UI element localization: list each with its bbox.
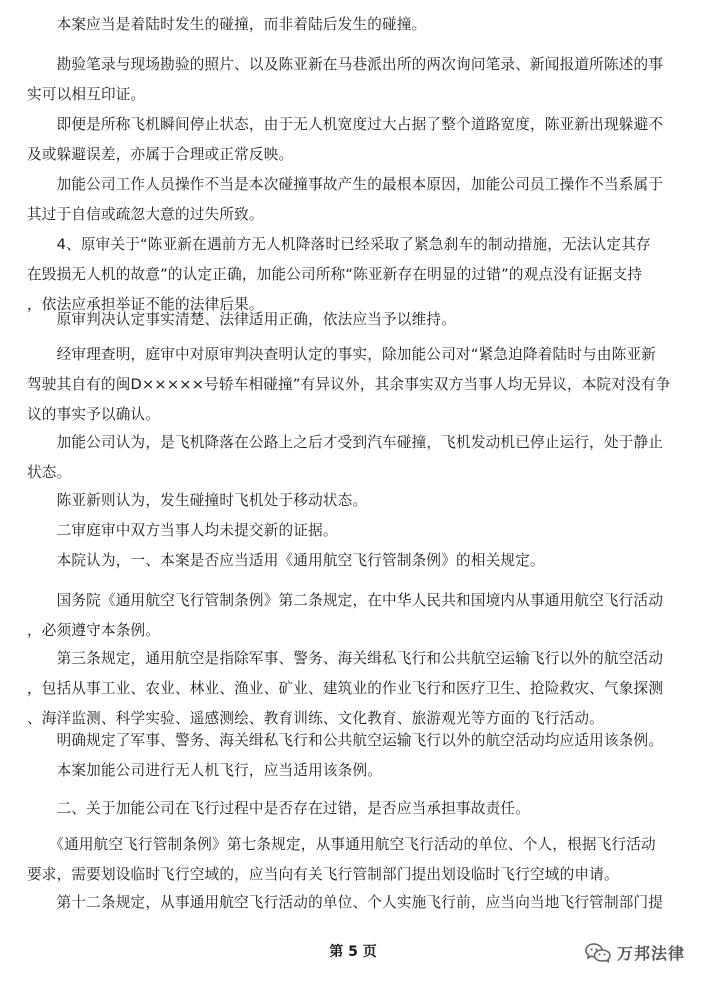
paragraph bbox=[27, 10, 687, 40]
paragraph-line: 本案应当是着陆时发生的碰撞，而非着陆后发生的碰撞。 bbox=[27, 16, 427, 33]
paragraph-line: 原审判决认定事实清楚、法律适用正确，依法应当予以维持。 bbox=[27, 311, 457, 328]
paragraph bbox=[27, 888, 687, 918]
paragraph-line: 在毁损无人机的故意”的认定正确，加能公司所称“陈亚新存在明显的过错”的观点没有证据支持 bbox=[27, 266, 643, 283]
watermark-text: 万邦法律 bbox=[617, 943, 686, 963]
paragraph-line: 4、原审关于“陈亚新在遇前方无人机降落时已经采取了紧急刹车的制动措施，无法认定其存 bbox=[27, 236, 651, 253]
paragraph-line: 国务院《通用航空飞行管制条例》第二条规定，在中华人民共和国境内从事通用航空飞行活动 bbox=[27, 592, 664, 609]
paragraph-line: 本院认为，一、本案是否应当适用《通用航空飞行管制条例》的相关规定。 bbox=[27, 552, 545, 569]
paragraph bbox=[27, 170, 687, 230]
paragraph-line: 实可以相互印证。 bbox=[27, 86, 146, 103]
paragraph bbox=[27, 340, 687, 430]
paragraph bbox=[27, 305, 687, 335]
wechat-official-account-icon bbox=[585, 941, 611, 963]
paragraph bbox=[27, 428, 687, 488]
paragraph-line: 要求，需要划设临时飞行空域的，应当向有关飞行管制部门提出划设临时飞行空域的申请。 bbox=[27, 866, 619, 883]
paragraph-line: 第十二条规定，从事通用航空飞行活动的单位、个人实施飞行前，应当向当地飞行管制部门提 bbox=[27, 894, 664, 911]
paragraph bbox=[27, 486, 687, 516]
paragraph-line: 明确规定了军事、警务、海关缉私飞行和公共航空运输飞行以外的航空活动均应适用该条例。 bbox=[27, 732, 664, 749]
paragraph-line: ，必须遵守本条例。 bbox=[27, 622, 161, 639]
paragraph-line: 陈亚新则认为，发生碰撞时飞机处于移动状态。 bbox=[27, 492, 368, 509]
paragraph bbox=[27, 794, 687, 824]
paragraph-line: 其过于自信或疏忽大意的过失所致。 bbox=[27, 206, 264, 223]
paragraph-line: ，依法应承担举证不能的法律后果。 bbox=[27, 296, 264, 313]
paragraph-line: 加能公司工作人员操作不当是本次碰撞事故产生的最根本原因，加能公司员工操作不当系属于 bbox=[27, 176, 664, 193]
paragraph-line: 《通用航空飞行管制条例》第七条规定，从事通用航空飞行活动的单位、个人，根据飞行活动 bbox=[27, 836, 656, 853]
paragraph-line: 第三条规定，通用航空是指除军事、警务、海关缉私飞行和公共航空运输飞行以外的航空活动 bbox=[27, 650, 664, 667]
page-number: 第 5 页 bbox=[329, 944, 377, 960]
paragraph bbox=[27, 50, 687, 110]
paragraph bbox=[27, 586, 687, 646]
paragraph-line: 本案加能公司进行无人机飞行，应当适用该条例。 bbox=[27, 762, 383, 779]
paragraph-line: 驾驶其自有的闽D×××××号轿车相碰撞”有异议外，其余事实双方当事人均无异议，本院对没有争 bbox=[27, 376, 671, 393]
paragraph bbox=[27, 110, 687, 170]
paragraph-line: 及或躲避误差，亦属于合理或正常反映。 bbox=[27, 146, 294, 163]
paragraph-line: 状态。 bbox=[27, 464, 72, 481]
paragraph bbox=[27, 830, 687, 890]
paragraph-line: ，包括从事工业、农业、林业、渔业、矿业、建筑业的作业飞行和医疗卫生、抢险救灾、气象探测 bbox=[27, 680, 664, 697]
paragraph bbox=[27, 516, 687, 546]
paragraph-line: 勘验笔录与现场勘验的照片、以及陈亚新在马巷派出所的两次询问笔录、新闻报道所陈述的事 bbox=[27, 56, 664, 73]
paragraph-line: 即便是所称飞机瞬间停止状态，由于无人机宽度过大占据了整个道路宽度，陈亚新出现躲避不 bbox=[27, 116, 664, 133]
watermark bbox=[585, 938, 685, 966]
paragraph-line: 议的事实予以确认。 bbox=[27, 406, 161, 423]
paragraph bbox=[27, 756, 687, 786]
paragraph bbox=[27, 726, 687, 756]
paragraph bbox=[27, 546, 687, 576]
paragraph-line: 加能公司认为，是飞机降落在公路上之后才受到汽车碰撞，飞机发动机已停止运行，处于静止 bbox=[27, 434, 664, 451]
paragraph-line: 二审庭审中双方当事人均未提交新的证据。 bbox=[27, 522, 338, 539]
paragraph-line: 经审理查明，庭审中对原审判决查明认定的事实，除加能公司对“紧急迫降着陆时与由陈亚新 bbox=[27, 346, 657, 363]
paragraph-line: 二、关于加能公司在飞行过程中是否存在过错，是否应当承担事故责任。 bbox=[27, 800, 530, 817]
paragraph-line: 、海洋监测、科学实验、遥感测绘、教育训练、文化教育、旅游观光等方面的飞行活动。 bbox=[27, 710, 604, 727]
paragraph bbox=[27, 644, 687, 734]
